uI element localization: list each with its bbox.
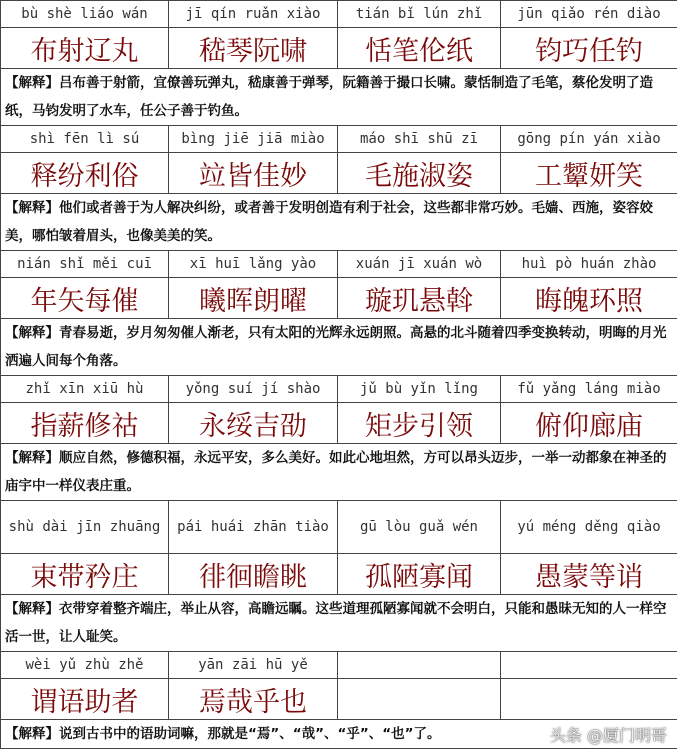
pinyin-cell: gū lòu guǎ wén bbox=[338, 501, 501, 554]
characters-row bbox=[1, 28, 677, 69]
pinyin-row bbox=[1, 251, 677, 278]
explanation-text: 【解释】青春易逝，岁月匆匆催人渐老，只有太阳的光辉永远朗照。高悬的北斗随着四季变换转动，明晦的月光洒遍人间每个角落。 bbox=[1, 319, 677, 376]
characters-row bbox=[1, 679, 677, 720]
pinyin-cell: yú méng děng qiào bbox=[501, 501, 677, 554]
characters-cell: 晦魄环照 bbox=[501, 278, 677, 319]
characters-row bbox=[1, 403, 677, 444]
characters-row bbox=[1, 153, 677, 194]
characters-cell: 永绥吉劭 bbox=[169, 403, 338, 444]
pinyin-cell: yān zāi hū yě bbox=[169, 652, 338, 679]
explanation-row bbox=[1, 319, 677, 376]
characters-row bbox=[1, 554, 677, 595]
explanation-row bbox=[1, 69, 677, 126]
pinyin-cell: wèi yǔ zhù zhě bbox=[1, 652, 169, 679]
pinyin-cell: pái huái zhān tiào bbox=[169, 501, 338, 554]
characters-cell: 竝皆佳妙 bbox=[169, 153, 338, 194]
pinyin-cell: xī huī lǎng yào bbox=[169, 251, 338, 278]
characters-cell: 俯仰廊庙 bbox=[501, 403, 677, 444]
pinyin-cell: nián shǐ měi cuī bbox=[1, 251, 169, 278]
pinyin-cell: yǒng suí jí shào bbox=[169, 376, 338, 403]
characters-cell: 愚蒙等诮 bbox=[501, 554, 677, 595]
characters-cell: 曦晖朗曜 bbox=[169, 278, 338, 319]
pinyin-row bbox=[1, 501, 677, 554]
pinyin-cell: jūn qiǎo rén diào bbox=[501, 1, 677, 28]
characters-cell: 徘徊瞻眺 bbox=[169, 554, 338, 595]
pinyin-cell: xuán jī xuán wò bbox=[338, 251, 501, 278]
explanation-text: 【解释】说到古书中的语助词嘛，那就是“焉”、“哉”、“乎”、“也”了。 bbox=[1, 720, 677, 749]
characters-cell: 矩步引领 bbox=[338, 403, 501, 444]
characters-cell: 谓语助者 bbox=[1, 679, 169, 720]
pinyin-cell: tián bǐ lún zhǐ bbox=[338, 1, 501, 28]
pinyin-cell bbox=[338, 652, 501, 679]
characters-cell: 工颦妍笑 bbox=[501, 153, 677, 194]
characters-cell: 璇玑悬斡 bbox=[338, 278, 501, 319]
explanation-text: 【解释】他们或者善于为人解决纠纷，或者善于发明创造有利于社会，这些都非常巧妙。毛嫱、西施，姿容姣美，哪怕皱着眉头，也像美美的笑。 bbox=[1, 194, 677, 251]
characters-cell bbox=[501, 679, 677, 720]
characters-cell: 毛施淑姿 bbox=[338, 153, 501, 194]
pinyin-cell: bù shè liáo wán bbox=[1, 1, 169, 28]
pinyin-row bbox=[1, 652, 677, 679]
characters-cell: 孤陋寡闻 bbox=[338, 554, 501, 595]
pinyin-cell: bìng jiē jiā miào bbox=[169, 126, 338, 153]
characters-cell bbox=[338, 679, 501, 720]
explanation-row bbox=[1, 444, 677, 501]
pinyin-row bbox=[1, 1, 677, 28]
pinyin-cell: fǔ yǎng láng miào bbox=[501, 376, 677, 403]
characters-cell: 年矢每催 bbox=[1, 278, 169, 319]
pinyin-cell: shù dài jīn zhuāng bbox=[1, 501, 169, 554]
pinyin-cell: huì pò huán zhào bbox=[501, 251, 677, 278]
pinyin-cell: jǔ bù yǐn lǐng bbox=[338, 376, 501, 403]
pinyin-cell bbox=[501, 652, 677, 679]
explanation-text: 【解释】衣带穿着整齐端庄，举止从容，高瞻远瞩。这些道理孤陋寡闻就不会明白，只能和愚昧无知的人一样空活一世，让人耻笑。 bbox=[1, 595, 677, 652]
pinyin-row bbox=[1, 376, 677, 403]
watermark: 头条 @厦门明哥 bbox=[549, 726, 667, 745]
characters-row bbox=[1, 278, 677, 319]
pinyin-cell: máo shī shū zī bbox=[338, 126, 501, 153]
characters-cell: 焉哉乎也 bbox=[169, 679, 338, 720]
characters-cell: 指薪修祜 bbox=[1, 403, 169, 444]
characters-cell: 释纷利俗 bbox=[1, 153, 169, 194]
explanation-text: 【解释】顺应自然，修德积福，永远平安，多么美好。如此心地坦然，方可以昂头迈步，一举一动都象在神圣的庙宇中一样仪表庄重。 bbox=[1, 444, 677, 501]
explanation-row bbox=[1, 194, 677, 251]
pinyin-cell: zhǐ xīn xiū hù bbox=[1, 376, 169, 403]
pinyin-cell: shì fēn lì sú bbox=[1, 126, 169, 153]
characters-cell: 嵇琴阮啸 bbox=[169, 28, 338, 69]
pinyin-cell: gōng pín yán xiào bbox=[501, 126, 677, 153]
pinyin-row bbox=[1, 126, 677, 153]
pinyin-cell: jī qín ruǎn xiào bbox=[169, 1, 338, 28]
explanation-text: 【解释】吕布善于射箭，宜僚善玩弹丸，嵇康善于弹琴，阮籍善于撮口长啸。蒙恬制造了毛笔，蔡伦发明了造纸，马钧发明了水车，任公子善于钓鱼。 bbox=[1, 69, 677, 126]
characters-cell: 布射辽丸 bbox=[1, 28, 169, 69]
characters-cell: 钧巧任钓 bbox=[501, 28, 677, 69]
characters-cell: 束带矜庄 bbox=[1, 554, 169, 595]
characters-cell: 恬笔伦纸 bbox=[338, 28, 501, 69]
explanation-row bbox=[1, 595, 677, 652]
